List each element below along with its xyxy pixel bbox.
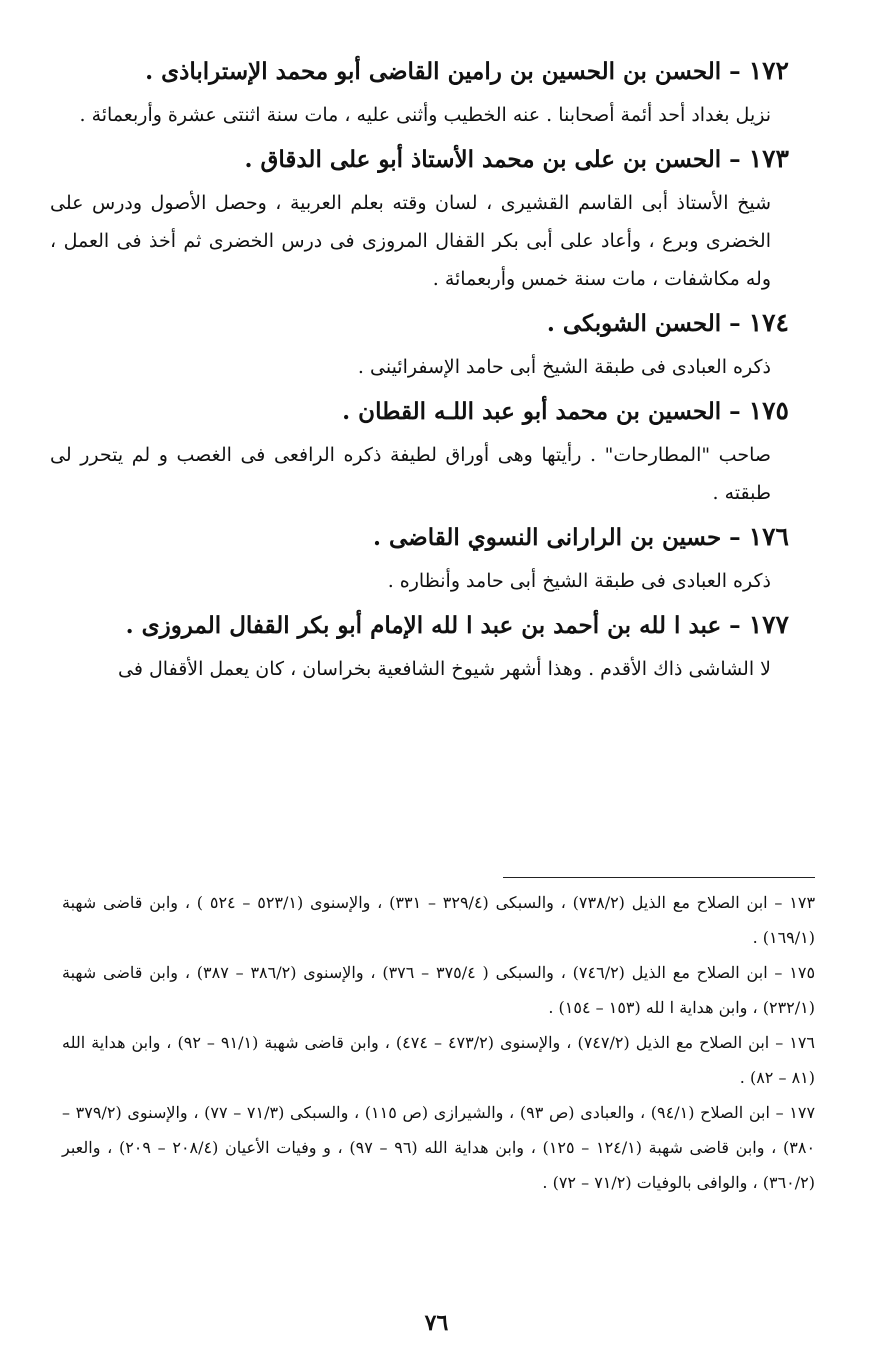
- entry-title: – عبد ا لله بن أحمد بن عبد ا لله الإمام أبو بكر القفال المروزى .: [125, 612, 741, 639]
- footnote-text: – ابن الصلاح (٩٤/١) ، والعبادى (ص ٩٣) ، والشيرازى (ص ١١٥) ، والسبكى (٧١/٣ – ٧٧) ، والإسنوى (٣٧٩/٢ – ٣٨٠) ، وابن قاضى شهبة (١٢٤/١ – ١٢٥) ، وابن هداية الله (٩٦ – ٩٧) ، و وفيات الأعيان (٢٠٨/٤ – ٢٠٩) ، والعبر (٣٦٠/٢) ، والوافى بالوفيات (٧١/٢ – ٧٢) .: [62, 1103, 816, 1192]
- footnote-number: ١٧٣: [789, 893, 816, 912]
- footnote-divider: [503, 877, 815, 878]
- entry-title: – الحسن بن الحسين بن رامين القاضى أبو محمد الإستراباذى .: [145, 58, 741, 85]
- footnote-number: ١٧٧: [789, 1103, 816, 1122]
- entry-173: [50, 134, 789, 298]
- entry-body: ذكره العبادى فى طبقة الشيخ أبى حامد وأنظاره .: [387, 570, 771, 592]
- entry-heading: [50, 46, 789, 96]
- entry-heading: [50, 386, 789, 436]
- entry-body: صاحب "المطارحات" . رأيتها وهى أوراق لطيفة ذكره الرافعى فى الغصب و لم يتحرر لى طبقته .: [50, 444, 771, 504]
- entry-number: ١٧٥: [748, 396, 789, 425]
- entry-heading: [50, 134, 789, 184]
- entry-title: – حسين بن الرارانى النسوي القاضى .: [373, 524, 741, 551]
- footnotes: [62, 885, 815, 1200]
- footnote-175: [62, 955, 815, 1025]
- footnote-text: – ابن الصلاح مع الذيل (٧٣٨/٢) ، والسبكى (٣٢٩/٤ – ٣٣١) ، والإسنوى (٥٢٣/١ – ٥٢٤ ) ، وابن قاضى شهبة (١٦٩/١) .: [62, 893, 815, 947]
- entry-175: [50, 386, 789, 512]
- footnote-text: – ابن الصلاح مع الذيل (٧٤٧/٢) ، والإسنوى (٤٧٣/٢ – ٤٧٤) ، وابن قاضى شهبة (٩١/١ – ٩٢) ، وابن هداية الله (٨١ – ٨٢) .: [62, 1033, 815, 1087]
- entry-body: شيخ الأستاذ أبى القاسم القشيرى ، لسان وقته بعلم العربية ، وحصل الأصول ودرس على الخضرى وبرع ، وأعاد على أبى بكر القفال المروزى فى درس الخضرى ثم أخذ فى العمل ، وله مكاشفات ، مات سنة خمس وأربعمائة .: [50, 192, 771, 290]
- entry-heading: [50, 512, 789, 562]
- footnote-177: [62, 1095, 815, 1200]
- entry-174: [50, 298, 789, 386]
- entry-172: [50, 46, 789, 134]
- entry-title: – الحسن بن على بن محمد الأستاذ أبو على الدقاق .: [244, 146, 741, 173]
- entry-176: [50, 512, 789, 600]
- footnote-number: ١٧٦: [789, 1033, 815, 1052]
- entry-number: ١٧٧: [748, 610, 789, 639]
- entry-number: ١٧٤: [748, 308, 789, 337]
- footnote-text: – ابن الصلاح مع الذيل (٧٤٦/٢) ، والسبكى ( ٣٧٥/٤ – ٣٧٦) ، والإسنوى (٣٨٦/٢ – ٣٨٧) ، وابن قاضى شهبة (٢٣٢/١) ، وابن هداية ا لله (١٥٣ – ١٥٤) .: [62, 963, 815, 1017]
- entry-title: – الحسين بن محمد أبو عبد اللـه القطان .: [342, 398, 741, 425]
- footnote-173: [62, 885, 815, 955]
- entry-heading: [50, 600, 789, 650]
- entry-heading: [50, 298, 789, 348]
- footnote-176: [62, 1025, 815, 1095]
- entry-body: نزيل بغداد أحد أئمة أصحابنا . عنه الخطيب وأثنى عليه ، مات سنة اثنتى عشرة وأربعمائة .: [79, 104, 771, 126]
- footnote-number: ١٧٥: [789, 963, 816, 982]
- entry-title: – الحسن الشوبكى .: [546, 310, 741, 337]
- entry-body: ذكره العبادى فى طبقة الشيخ أبى حامد الإسفرائينى .: [357, 356, 771, 378]
- entry-number: ١٧٦: [748, 522, 789, 551]
- biography-entries: [50, 46, 789, 688]
- entry-177: [50, 600, 789, 688]
- entry-number: ١٧٣: [748, 144, 789, 173]
- page-number: ٧٦: [424, 1310, 449, 1336]
- entry-number: ١٧٢: [748, 56, 789, 85]
- entry-body: لا الشاشى ذاك الأقدم . وهذا أشهر شيوخ الشافعية بخراسان ، كان يعمل الأقفال فى: [118, 658, 771, 680]
